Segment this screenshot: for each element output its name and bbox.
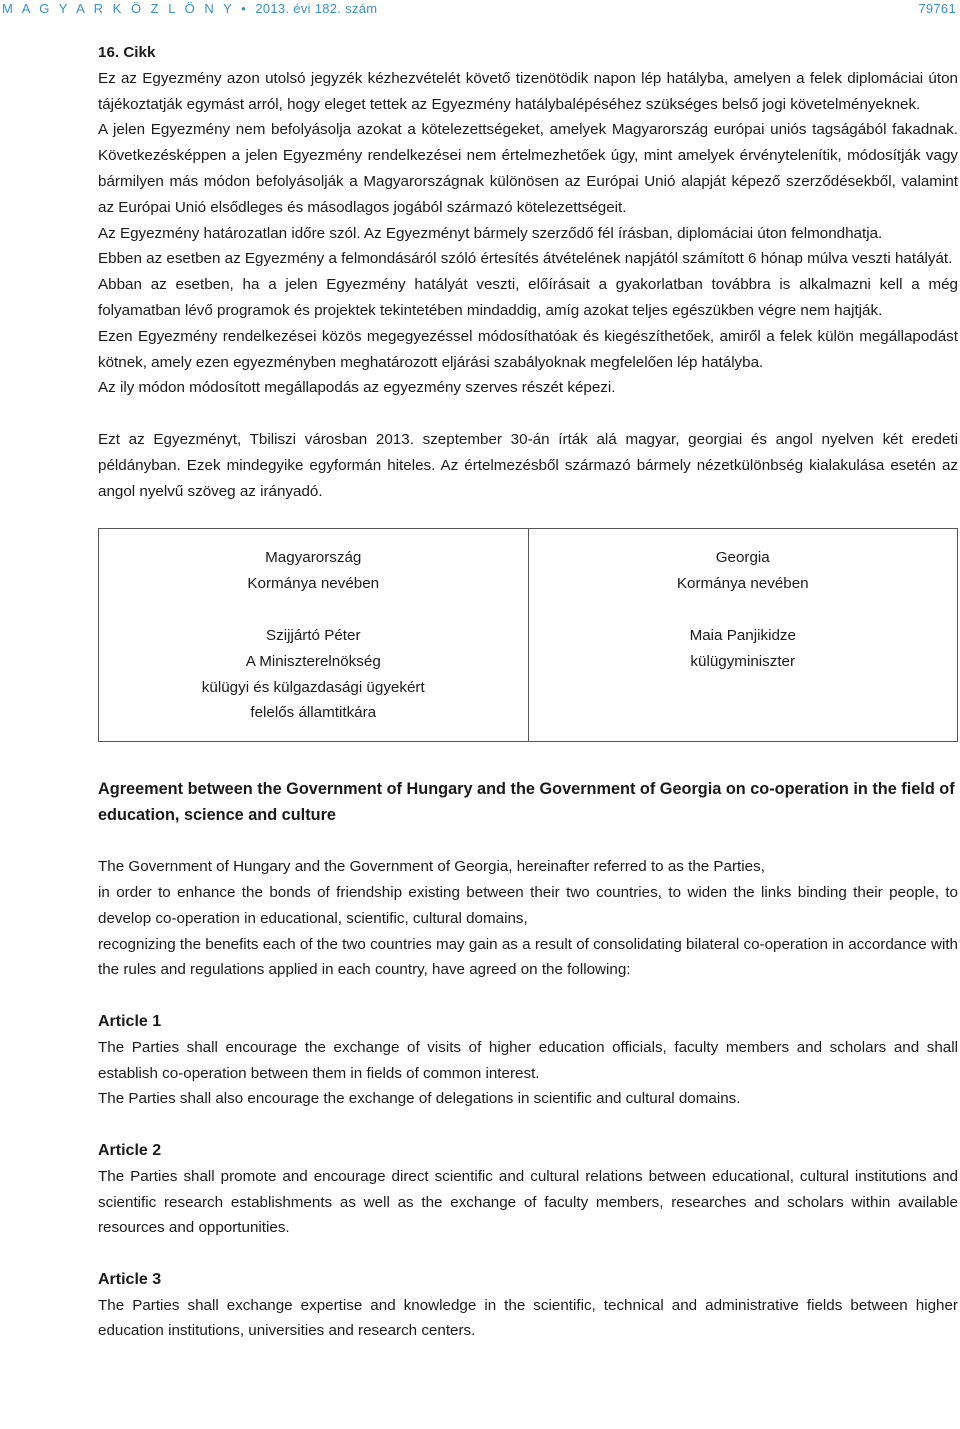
journal-header [2, 1, 377, 16]
article-2-paragraph-1: The Parties shall promote and encourage direct scientific and cultural relations between educational, cultural institutions and scientific research establishments as well as the exchange of faculty members, researches and scholars within available resources and opportunities. [98, 1167, 958, 1237]
signature-table [98, 528, 958, 742]
article-1-paragraph-2: The Parties shall also encourage the exchange of delegations in scientific and cultural domains. [98, 1090, 741, 1108]
hu-paragraph-7: Az ily módon módosított megállapodás az egyezmény szerves részét képezi. [98, 379, 616, 397]
signatory-title-2: külügyi és külgazdasági ügyekért [201, 678, 425, 696]
hu-paragraph-6: Ezen Egyezmény rendelkezései közös megegyezéssel módosíthatóak és kiegészíthetőek, amiről a felek külön megállapodást kötnek, amely ezen egyezményben meghatározott eljárási szabályoknak megfelelően lép hatályba. [98, 327, 958, 371]
article-3-heading: Article 3 [98, 1270, 162, 1288]
signature-georgia [528, 529, 958, 742]
article-3-paragraph-1: The Parties shall exchange expertise and knowledge in the scientific, technical and administrative fields between higher education institutions, universities and research centers. [98, 1296, 958, 1340]
en-intro-1: The Government of Hungary and the Government of Georgia, hereinafter referred to as the Parties, [98, 858, 765, 876]
signatory-title-1: A Miniszterelnökség [245, 652, 381, 670]
article-16-heading: 16. Cikk [98, 44, 156, 61]
issue-info: 2013. évi 182. szám [255, 1, 378, 16]
hu-paragraph-5: Abban az esetben, ha a jelen Egyezmény hatályát veszti, előírásait a gyakorlatban továbbra is alkalmazni kell a még folyamatban lévő programok és projektek tekintetében mindaddig, amíg azokat teljes egészükben végre nem hajtják. [98, 276, 958, 319]
article-1-heading: Article 1 [98, 1012, 162, 1030]
signatory-country: Magyarország [265, 549, 362, 567]
journal-name: M A G Y A R K Ö Z L Ö N Y [2, 1, 235, 16]
signatory-title-3: felelős államtitkára [250, 704, 377, 722]
en-intro-3: recognizing the benefits each of the two countries may gain as a result of consolidating bilateral co-operation in accordance with the rules and regulations applied in each country, have agreed on the following: [98, 935, 958, 979]
page-number: 79761 [918, 1, 956, 16]
article-2-heading: Article 2 [98, 1141, 162, 1159]
document-body [98, 40, 958, 1344]
agreement-title: Agreement between the Government of Hungary and the Government of Georgia on co-operation in the field of education, science and culture [98, 780, 955, 825]
signatory-title-1: külügyminiszter [690, 652, 796, 670]
header-separator: • [241, 1, 249, 16]
running-header [0, 0, 960, 22]
signatory-country: Georgia [715, 549, 770, 567]
hu-paragraph-4: Ebben az esetben az Egyezmény a felmondásáról szóló értesítés átvételének napjától számított 6 hónap múlva veszti hatályát. [98, 250, 953, 268]
signatory-on-behalf: Kormánya nevében [247, 575, 380, 593]
hu-paragraph-1: Ez az Egyezmény azon utolsó jegyzék kézhezvételét követő tizenötödik napon lép hatályba, amelyen a felek diplomáciai úton tájékoztatják egymást arról, hogy eleget tettek az Egyezmény hatálybalépéséhez szükséges belső jogi követelményeknek. [98, 69, 958, 113]
signatory-on-behalf: Kormánya nevében [676, 575, 809, 593]
signatory-name: Maia Panjikidze [689, 626, 796, 644]
article-1-paragraph-1: The Parties shall encourage the exchange of visits of higher education officials, faculty members and scholars and shall establish co-operation between them in fields of common interest. [98, 1038, 958, 1082]
hu-paragraph-3: Az Egyezmény határozatlan időre szól. Az Egyezményt bármely szerződő fél írásban, diplomáciai úton felmondhatja. [98, 224, 883, 242]
hu-signing-clause: Ezt az Egyezményt, Tbiliszi városban 2013. szeptember 30-án írták alá magyar, georgiai és angol nyelven két eredeti példányban. Ezek mindegyike egyformán hiteles. Az értelmezésből származó bármely nézetkülönbség kialakulása esetén az angol nyelvű szöveg az irányadó. [98, 430, 958, 500]
signature-hungary [99, 529, 529, 742]
en-intro-2: in order to enhance the bonds of friendship existing between their two countries, to widen the links binding their people, to develop co-operation in educational, scientific, cultural domains, [98, 883, 958, 927]
hu-paragraph-2: A jelen Egyezmény nem befolyásolja azokat a kötelezettségeket, amelyek Magyarország európai uniós tagságából fakadnak. Következésképpen a jelen Egyezmény rendelkezései nem értelmezhetőek úgy, mint amelyek érvénytelenítik, módosítják vagy bármilyen más módon befolyásolják a Magyarországnak különösen az Európai Unió alapját képező szerződésekből, valamint az Európai Unió elsődleges és másodlagos jogából származó kötelezettségeit. [98, 121, 958, 216]
signatory-name: Szijjártó Péter [265, 626, 361, 644]
